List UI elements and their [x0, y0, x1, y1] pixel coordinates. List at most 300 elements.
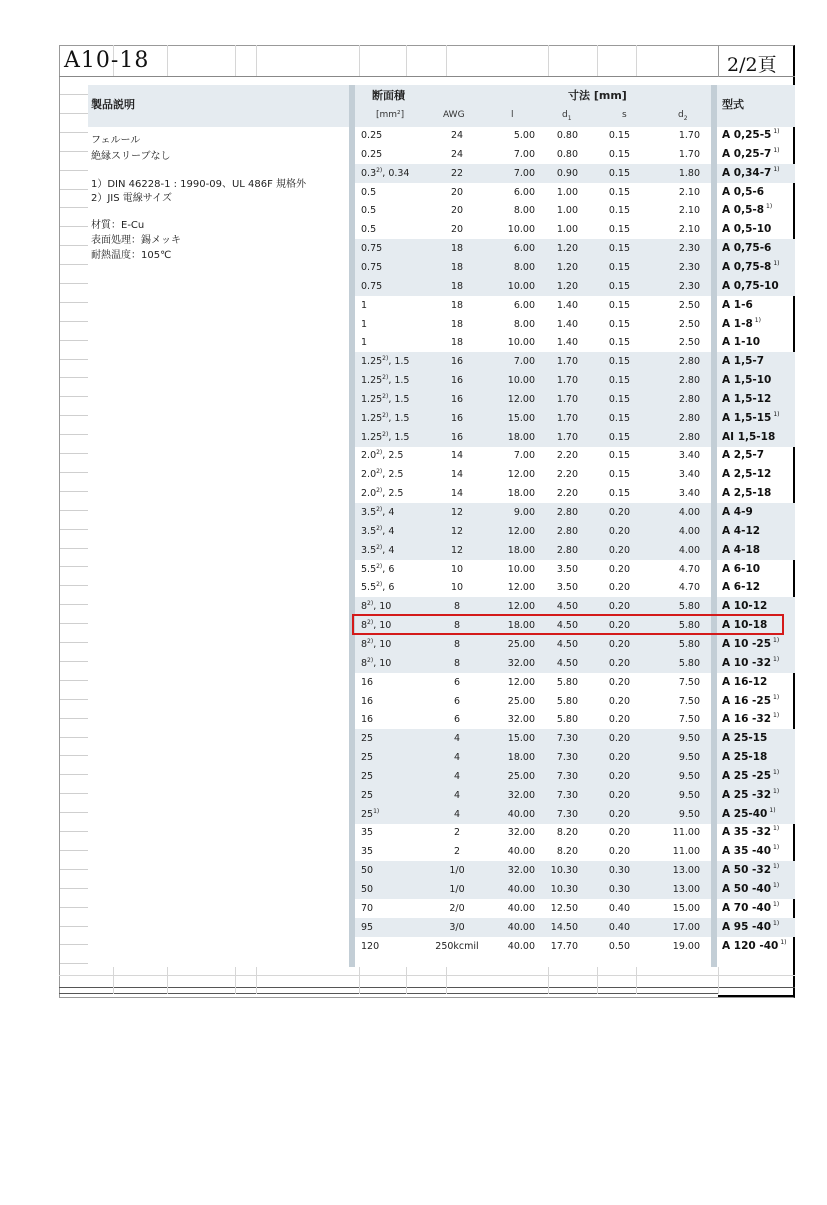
model-cell [717, 842, 795, 861]
cell-s: 0.20 [608, 658, 630, 669]
row-tick [60, 529, 88, 530]
cell-l: 7.00 [513, 168, 535, 179]
cell-d2: 2.30 [678, 281, 700, 292]
model-code: A 2,5-12 [722, 468, 772, 480]
grid-line [59, 987, 795, 988]
table-row [355, 823, 711, 842]
cell-d2: 4.00 [678, 545, 700, 556]
cell-d2: 1.70 [678, 130, 700, 141]
row-tick [60, 642, 88, 643]
cell-area: 0.75 [361, 262, 383, 273]
model-code: A 4-18 [722, 544, 761, 556]
model-cell [717, 428, 795, 447]
cell-d1: 1.40 [556, 337, 578, 348]
cell-awg: 8 [453, 620, 461, 631]
cell-l: 12.00 [507, 526, 535, 537]
grid-line [359, 45, 360, 77]
cell-d2: 2.80 [678, 375, 700, 386]
model-code: A 4-9 [722, 506, 753, 518]
model-code: A 6-12 [722, 581, 761, 593]
model-code: A 25-15 [722, 732, 768, 744]
cell-d1: 7.30 [556, 752, 578, 763]
grid-line [406, 45, 407, 77]
grid-line [167, 45, 168, 77]
cell-awg: 6 [453, 677, 461, 688]
cell-area: 25 [361, 790, 374, 801]
cell-area: 95 [361, 922, 374, 933]
cell-awg: 16 [450, 394, 464, 405]
cell-d2: 2.50 [678, 337, 700, 348]
cell-d2: 9.50 [678, 771, 700, 782]
desc-surface: 表面処理：錫メッキ [91, 235, 181, 246]
cell-awg: 12 [450, 507, 464, 518]
row-tick [60, 453, 88, 454]
model-cell [717, 465, 795, 484]
model-cell [717, 239, 795, 258]
model-code: A 2,5-18 [722, 487, 772, 499]
cell-awg: 18 [450, 337, 464, 348]
cell-area: 0.5 [361, 224, 377, 235]
row-tick [60, 264, 88, 265]
cell-l: 25.00 [507, 771, 535, 782]
cell-d1: 1.00 [556, 205, 578, 216]
model-cell [717, 578, 795, 597]
cell-area: 0.75 [361, 243, 383, 254]
cell-awg: 16 [450, 432, 464, 443]
row-tick [60, 623, 88, 624]
cell-l: 12.00 [507, 601, 535, 612]
model-code: A 0,75-10 [722, 280, 779, 292]
model-cell [717, 805, 795, 824]
cell-d1: 5.80 [556, 714, 578, 725]
cell-awg: 8 [453, 601, 461, 612]
cell-s: 0.40 [608, 903, 630, 914]
table-row [355, 258, 711, 277]
cell-s: 0.15 [608, 243, 630, 254]
cell-area: 0.25 [361, 149, 383, 160]
cell-d2: 4.70 [678, 582, 700, 593]
table-row [355, 748, 711, 767]
model-code: A 1,5-15 $^{1)}$ [722, 411, 780, 424]
cell-l: 15.00 [507, 413, 535, 424]
row-tick [60, 415, 88, 416]
grid-line [597, 45, 598, 77]
cell-s: 0.20 [608, 507, 630, 518]
cell-s: 0.20 [608, 620, 630, 631]
cell-d1: 10.30 [550, 884, 578, 895]
cell-s: 0.20 [608, 771, 630, 782]
row-tick [60, 472, 88, 473]
cell-d1: 3.50 [556, 564, 578, 575]
cell-s: 0.15 [608, 432, 630, 443]
cell-d2: 17.00 [672, 922, 700, 933]
cell-area: 1 [361, 337, 368, 348]
cell-s: 0.15 [608, 281, 630, 292]
table-row [355, 692, 711, 711]
cell-d1: 1.70 [556, 432, 578, 443]
cell-area: 50 [361, 884, 374, 895]
model-cell [717, 748, 795, 767]
model-cell [717, 390, 795, 409]
grid-line [718, 967, 719, 994]
cell-awg: 14 [450, 469, 464, 480]
model-code: A 2,5-7 [722, 449, 765, 461]
cell-area: 35 [361, 827, 374, 838]
row-tick [60, 132, 88, 133]
cell-d2: 2.50 [678, 319, 700, 330]
model-cell [717, 333, 795, 352]
row-tick [60, 226, 88, 227]
cell-d1: 1.70 [556, 356, 578, 367]
cell-d1: 5.80 [556, 677, 578, 688]
model-code: A 1,5-7 [722, 355, 765, 367]
row-tick [60, 774, 88, 775]
cell-d2: 7.50 [678, 696, 700, 707]
grid-line [636, 967, 637, 994]
grid-line [235, 45, 236, 77]
cell-d1: 1.40 [556, 300, 578, 311]
model-code: A 35 -40 $^{1)}$ [722, 844, 780, 857]
grid-line [113, 967, 114, 994]
cell-s: 0.20 [608, 564, 630, 575]
model-cell [717, 126, 795, 145]
row-tick [60, 680, 88, 681]
cell-area: 70 [361, 903, 374, 914]
cell-d2: 5.80 [678, 620, 700, 631]
cell-area: 0.25 [361, 130, 383, 141]
cell-s: 0.30 [608, 884, 630, 895]
cell-d2: 2.10 [678, 224, 700, 235]
cell-awg: 20 [450, 224, 464, 235]
row-tick [60, 245, 88, 246]
table-row [355, 541, 711, 560]
cell-s: 0.15 [608, 187, 630, 198]
cell-s: 0.20 [608, 827, 630, 838]
cell-d1: 1.40 [556, 319, 578, 330]
model-code: A 10 -25 $^{1)}$ [722, 637, 780, 650]
cell-awg: 22 [450, 168, 464, 179]
table-row [355, 805, 711, 824]
table-row [355, 390, 711, 409]
cell-l: 40.00 [507, 922, 535, 933]
model-cell [717, 145, 795, 164]
model-cell [717, 767, 795, 786]
cell-d1: 2.80 [556, 507, 578, 518]
cell-d2: 4.00 [678, 526, 700, 537]
cell-s: 0.20 [608, 582, 630, 593]
cell-d1: 1.20 [556, 281, 578, 292]
cell-awg: 20 [450, 187, 464, 198]
table-row [355, 465, 711, 484]
row-tick [60, 340, 88, 341]
cell-l: 40.00 [507, 941, 535, 952]
cell-awg: 1/0 [449, 865, 465, 876]
model-cell [717, 880, 795, 899]
model-cell [717, 352, 795, 371]
cell-d2: 15.00 [672, 903, 700, 914]
cell-awg: 4 [453, 733, 461, 744]
cell-area: 25 [361, 771, 374, 782]
table-row [355, 842, 711, 861]
table-row [355, 164, 711, 183]
row-tick [60, 189, 88, 190]
model-code: A 0,34-7 $^{1)}$ [722, 166, 780, 179]
model-cell [717, 371, 795, 390]
cell-d1: 1.70 [556, 375, 578, 386]
model-code: A 50 -32 $^{1)}$ [722, 863, 780, 876]
model-code: A 16-12 [722, 676, 768, 688]
cell-d2: 5.80 [678, 601, 700, 612]
header-band-specs [355, 85, 711, 127]
table-row [355, 409, 711, 428]
cell-d1: 8.20 [556, 846, 578, 857]
header-awg: AWG [443, 110, 465, 120]
cell-d2: 1.80 [678, 168, 700, 179]
grid-line [406, 967, 407, 994]
model-code: A 120 -40 $^{1)}$ [722, 939, 787, 952]
header-description: 製品説明 [91, 98, 135, 111]
grid-line [167, 967, 168, 994]
cell-s: 0.30 [608, 865, 630, 876]
cell-l: 7.00 [513, 356, 535, 367]
model-code: AI 1,5-18 [722, 431, 776, 443]
cell-s: 0.15 [608, 205, 630, 216]
cell-area: 3.5$^{2)}$, 4 [361, 544, 395, 556]
row-tick [60, 396, 88, 397]
row-tick [60, 113, 88, 114]
cell-d1: 2.80 [556, 545, 578, 556]
row-tick [60, 359, 88, 360]
cell-d1: 1.20 [556, 262, 578, 273]
cell-awg: 14 [450, 450, 464, 461]
cell-awg: 10 [450, 582, 464, 593]
cell-d2: 9.50 [678, 733, 700, 744]
cell-area: 8$^{2)}$, 10 [361, 600, 392, 612]
model-code: A 0,25-7 $^{1)}$ [722, 147, 780, 160]
highlight-box [352, 614, 784, 635]
cell-area: 2.0$^{2)}$, 2.5 [361, 487, 404, 499]
cell-s: 0.20 [608, 714, 630, 725]
cell-awg: 6 [453, 696, 461, 707]
row-tick [60, 661, 88, 662]
cell-awg: 8 [453, 658, 461, 669]
grid-line [256, 967, 257, 994]
cell-l: 12.00 [507, 469, 535, 480]
cell-area: 1 [361, 300, 368, 311]
cell-area: 25 [361, 752, 374, 763]
cell-d1: 2.20 [556, 450, 578, 461]
model-code: A 50 -40 $^{1)}$ [722, 882, 780, 895]
header-dimensions: 寸法 [mm] [568, 89, 627, 102]
cell-d1: 1.70 [556, 394, 578, 405]
table-row [355, 220, 711, 239]
cell-s: 0.15 [608, 319, 630, 330]
cell-area: 16 [361, 696, 374, 707]
model-code: A 25-18 [722, 751, 768, 763]
table-row [355, 729, 711, 748]
cell-l: 7.00 [513, 450, 535, 461]
cell-s: 0.15 [608, 337, 630, 348]
model-code: A 6-10 [722, 563, 761, 575]
model-cell [717, 503, 795, 522]
cell-d2: 2.80 [678, 356, 700, 367]
cell-s: 0.15 [608, 168, 630, 179]
model-cell [717, 409, 795, 428]
table-row [355, 126, 711, 145]
row-tick [60, 831, 88, 832]
model-code: A 70 -40 $^{1)}$ [722, 901, 780, 914]
cell-l: 32.00 [507, 658, 535, 669]
model-cell [717, 937, 795, 956]
cell-area: 120 [361, 941, 380, 952]
model-code: A 0,5-6 [722, 186, 765, 198]
cell-area: 8$^{2)}$, 10 [361, 657, 392, 669]
grid-line [548, 45, 549, 77]
cell-awg: 18 [450, 300, 464, 311]
cell-d2: 4.70 [678, 564, 700, 575]
cell-d1: 0.90 [556, 168, 578, 179]
cell-l: 40.00 [507, 903, 535, 914]
table-row [355, 786, 711, 805]
cell-s: 0.15 [608, 300, 630, 311]
title-row-border [59, 76, 795, 77]
cell-l: 40.00 [507, 809, 535, 820]
cell-d2: 9.50 [678, 752, 700, 763]
cell-area: 1.25$^{2)}$, 1.5 [361, 355, 410, 367]
grid-line [59, 993, 718, 994]
cell-area: 0.75 [361, 281, 383, 292]
table-row [355, 654, 711, 673]
cell-awg: 8 [453, 639, 461, 650]
table-row [355, 277, 711, 296]
row-tick [60, 699, 88, 700]
model-code: A 0,75-6 [722, 242, 772, 254]
cell-awg: 20 [450, 205, 464, 216]
header-d1: $d_1$ [562, 110, 572, 122]
cell-d1: 8.20 [556, 827, 578, 838]
cell-l: 10.00 [507, 337, 535, 348]
cell-awg: 14 [450, 488, 464, 499]
cell-d1: 2.20 [556, 469, 578, 480]
row-tick [60, 151, 88, 152]
cell-area: 8$^{2)}$, 10 [361, 638, 392, 650]
table-row [355, 673, 711, 692]
cell-area: 0.5 [361, 187, 377, 198]
cell-awg: 4 [453, 809, 461, 820]
model-code: A 10 -32 $^{1)}$ [722, 656, 780, 669]
cell-d2: 4.00 [678, 507, 700, 518]
model-cell [717, 861, 795, 880]
table-row [355, 937, 711, 956]
cell-d2: 7.50 [678, 714, 700, 725]
model-code: A 10-12 [722, 600, 768, 612]
cell-d2: 11.00 [672, 827, 700, 838]
row-tick [60, 207, 88, 208]
cell-s: 0.15 [608, 413, 630, 424]
cell-s: 0.15 [608, 488, 630, 499]
model-cell [717, 522, 795, 541]
model-cell [717, 654, 795, 673]
document-title: A10-18 [64, 48, 150, 73]
model-code: A 95 -40 $^{1)}$ [722, 920, 780, 933]
table-row [355, 635, 711, 654]
cell-l: 10.00 [507, 564, 535, 575]
table-row [355, 560, 711, 579]
grid-line [446, 967, 447, 994]
cell-d2: 2.80 [678, 413, 700, 424]
row-tick [60, 566, 88, 567]
table-row [355, 861, 711, 880]
row-tick [60, 434, 88, 435]
table-row [355, 484, 711, 503]
model-cell [717, 258, 795, 277]
row-tick [60, 604, 88, 605]
model-cell [717, 635, 795, 654]
row-tick [60, 944, 88, 945]
cell-d2: 3.40 [678, 450, 700, 461]
cell-l: 10.00 [507, 224, 535, 235]
model-cell [717, 296, 795, 315]
model-code: A 1,5-12 [722, 393, 772, 405]
cell-awg: 2/0 [449, 903, 465, 914]
header-area-unit: [mm²] [376, 110, 405, 120]
cell-l: 40.00 [507, 884, 535, 895]
table-row [355, 296, 711, 315]
cell-l: 12.00 [507, 677, 535, 688]
cell-d2: 7.50 [678, 677, 700, 688]
table-row [355, 503, 711, 522]
cell-s: 0.15 [608, 149, 630, 160]
cell-d2: 2.50 [678, 300, 700, 311]
cell-s: 0.20 [608, 846, 630, 857]
cell-awg: 18 [450, 281, 464, 292]
table-row [355, 145, 711, 164]
model-cell [717, 484, 795, 503]
cell-d1: 10.30 [550, 865, 578, 876]
cell-l: 7.00 [513, 149, 535, 160]
cell-l: 40.00 [507, 846, 535, 857]
model-cell [717, 729, 795, 748]
cell-awg: 16 [450, 375, 464, 386]
grid-line [256, 45, 257, 77]
model-code: A 16 -25 $^{1)}$ [722, 694, 780, 707]
cell-l: 25.00 [507, 696, 535, 707]
model-cell [717, 446, 795, 465]
cell-d1: 1.00 [556, 187, 578, 198]
model-code: A 1,5-10 [722, 374, 772, 386]
row-tick [60, 963, 88, 964]
cell-area: 16 [361, 714, 374, 725]
cell-awg: 4 [453, 771, 461, 782]
model-code: A 0,5-8 $^{1)}$ [722, 203, 773, 216]
cell-l: 10.00 [507, 375, 535, 386]
cell-awg: 2 [453, 827, 461, 838]
table-row [355, 201, 711, 220]
cell-l: 12.00 [507, 394, 535, 405]
cell-l: 25.00 [507, 639, 535, 650]
row-tick [60, 850, 88, 851]
model-cell [717, 315, 795, 334]
cell-area: 25$^{1)}$ [361, 808, 380, 820]
cell-awg: 16 [450, 413, 464, 424]
cell-s: 0.20 [608, 790, 630, 801]
row-tick [60, 321, 88, 322]
cell-d1: 2.20 [556, 488, 578, 499]
cell-d2: 1.70 [678, 149, 700, 160]
cell-d1: 1.70 [556, 413, 578, 424]
model-cell [717, 673, 795, 692]
desc-line1: フェルール [91, 135, 141, 146]
